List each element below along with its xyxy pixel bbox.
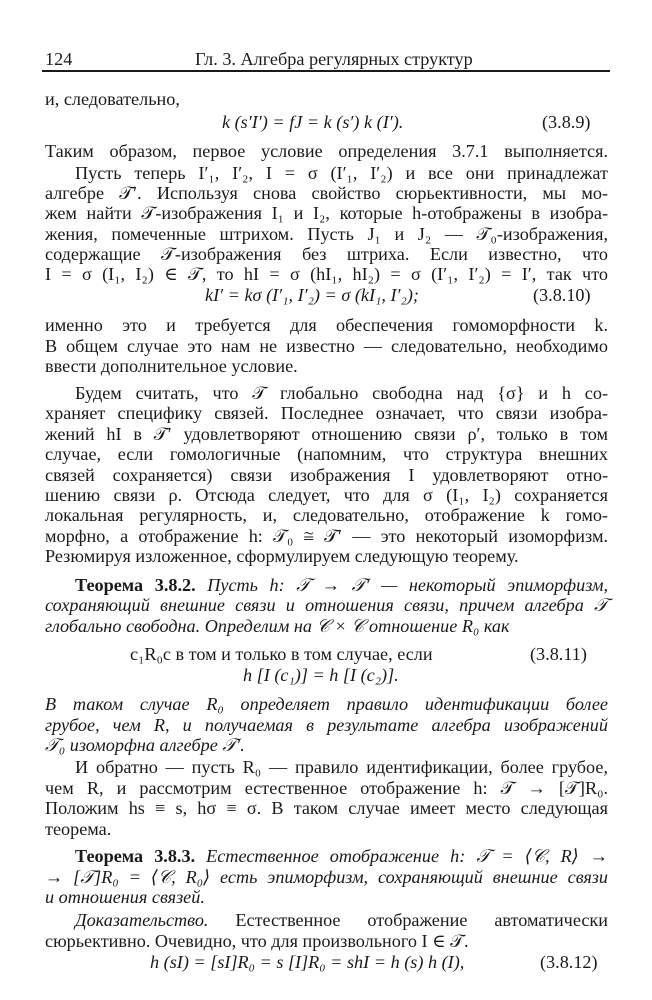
text-line: содержащие 𝒯-изображения без штриха. Если известно, что (45, 244, 608, 265)
text-line: связей сохраняется) связи изображения I удовлетворяют отно- (45, 464, 608, 485)
page-number: 124 (45, 49, 73, 69)
equation-3-8-10: kI′ = kσ (I′₁, I′₂) = σ (kI₁, I′₂); (205, 284, 419, 305)
theorem-text: глобально свободна. Определим на 𝒞 × 𝒞 отношение R₀ как (45, 615, 510, 636)
text-line: В общем случае это нам не известно — следовательно, необходимо (45, 335, 608, 356)
theorem-3-8-3-heading: Теорема 3.8.3. Естественное отображение h: 𝒯 = ⟨𝒞, R⟩ → (75, 846, 608, 867)
equation-3-8-11: c₁R₀c в том и только в том случае, если (130, 644, 433, 665)
theorem-text: 𝒯₀ изоморфна алгебре 𝒯′. (45, 735, 245, 756)
theorem-text: сохраняющий внешние связи и отношения связи, причем алгебра 𝒯 (45, 595, 608, 616)
text-line: жения, помеченные штрихом. Пусть J₁ и J₂ — 𝒯₀-изображения, (45, 223, 608, 244)
text-line: жений hI в 𝒯′ удовлетворяют отношению связи ρ′, только в том (45, 423, 608, 444)
text-line: морфно, а отображение h: 𝒯₀ ≅ 𝒯′ — это некоторый изоморфизм. (45, 525, 608, 546)
text-line: локальная регулярность, и, следовательно, отображение k гомо- (45, 505, 608, 526)
running-title: Гл. 3. Алгебра регулярных структур (195, 49, 473, 69)
text-line: I = σ (I₁, I₂) ∈ 𝒯, то hI = σ (hI₁, hI₂) = σ (I′₁, I′₂) = I′, так что (45, 264, 608, 285)
theorem-label: Теорема 3.8.3. (75, 846, 196, 867)
theorem-3-8-2-heading: Теорема 3.8.2. Пусть h: 𝒯 → 𝒯′ — некоторый эпиморфизм, (75, 574, 608, 595)
theorem-text: грубое, чем R, и получаемая в результате алгебра изображений (45, 714, 608, 735)
text-line: И обратно — пусть R₀ — правило идентификации, более грубое, (75, 757, 608, 778)
equation-number: (3.8.11) (530, 644, 587, 665)
equation-3-8-9: k (s′I′) = fJ = k (s′) k (I′). (222, 111, 404, 132)
text-line: алгебре 𝒯′. Используя снова свойство сюрьективности, мы мо- (45, 182, 608, 203)
text-line: чем R, и рассмотрим естественное отображение h: 𝒯 → [𝒯]R₀. (45, 777, 608, 798)
proof-line: сюрьективно. Очевидно, что для произвольного I ∈ 𝒯. (45, 930, 469, 951)
theorem-text: В таком случае R₀ определяет правило идентификации более (45, 694, 608, 715)
equation-3-8-12: h (sI) = [sI]R₀ = s [I]R₀ = shI = h (s) h (I), (150, 951, 465, 972)
text-line: Таким образом, первое условие определения 3.7.1 выполняется. (45, 141, 608, 162)
text-line: случае, если гомологичные (напомним, что структура внешних (45, 444, 608, 465)
text-line: и, следовательно, (45, 89, 180, 110)
equation-3-8-11-line2: h [I (c₁)] = h [I (c₂)]. (243, 664, 399, 685)
theorem-label: Теорема 3.8.2. (75, 574, 196, 595)
text-line: ввести дополнительное условие. (45, 356, 298, 377)
theorem-text: → [𝒯]R₀ = ⟨𝒞, R₀⟩ есть эпиморфизм, сохраняющий внешние связи (45, 866, 608, 887)
text-line: Пусть теперь I′₁, I′₂, I = σ (I′₁, I′₂) и все они принадлежат (75, 162, 608, 183)
text-line: жем найти 𝒯-изображения I₁ и I₂, которые h-отображены в изобра- (45, 203, 608, 224)
proof-line: Доказательство. Естественное отображение автоматически (75, 910, 608, 931)
text-line: храняет специфику связей. Последнее означает, что связи изобра- (45, 403, 608, 424)
equation-number: (3.8.12) (540, 951, 598, 972)
theorem-text: и отношения связей. (45, 887, 205, 907)
proof-label: Доказательство. (75, 910, 209, 931)
header-rule (42, 70, 610, 72)
text-line: именно это и требуется для обеспечения гомоморфности k. (45, 315, 608, 336)
text-line: шению связи ρ. Отсюда следует, что для σ (I₁, I₂) сохраняется (45, 484, 608, 505)
text-line: Будем считать, что 𝒯 глобально свободна над {σ} и h со- (75, 383, 608, 403)
text-line: Резюмируя изложенное, сформулируем следующую теорему. (45, 546, 519, 567)
equation-number: (3.8.9) (542, 111, 591, 132)
text-line: теорема. (45, 818, 112, 839)
equation-number: (3.8.10) (533, 284, 591, 305)
text-line: Положим hs ≡ s, hσ ≡ σ. В таком случае имеет место следующая (45, 798, 608, 819)
